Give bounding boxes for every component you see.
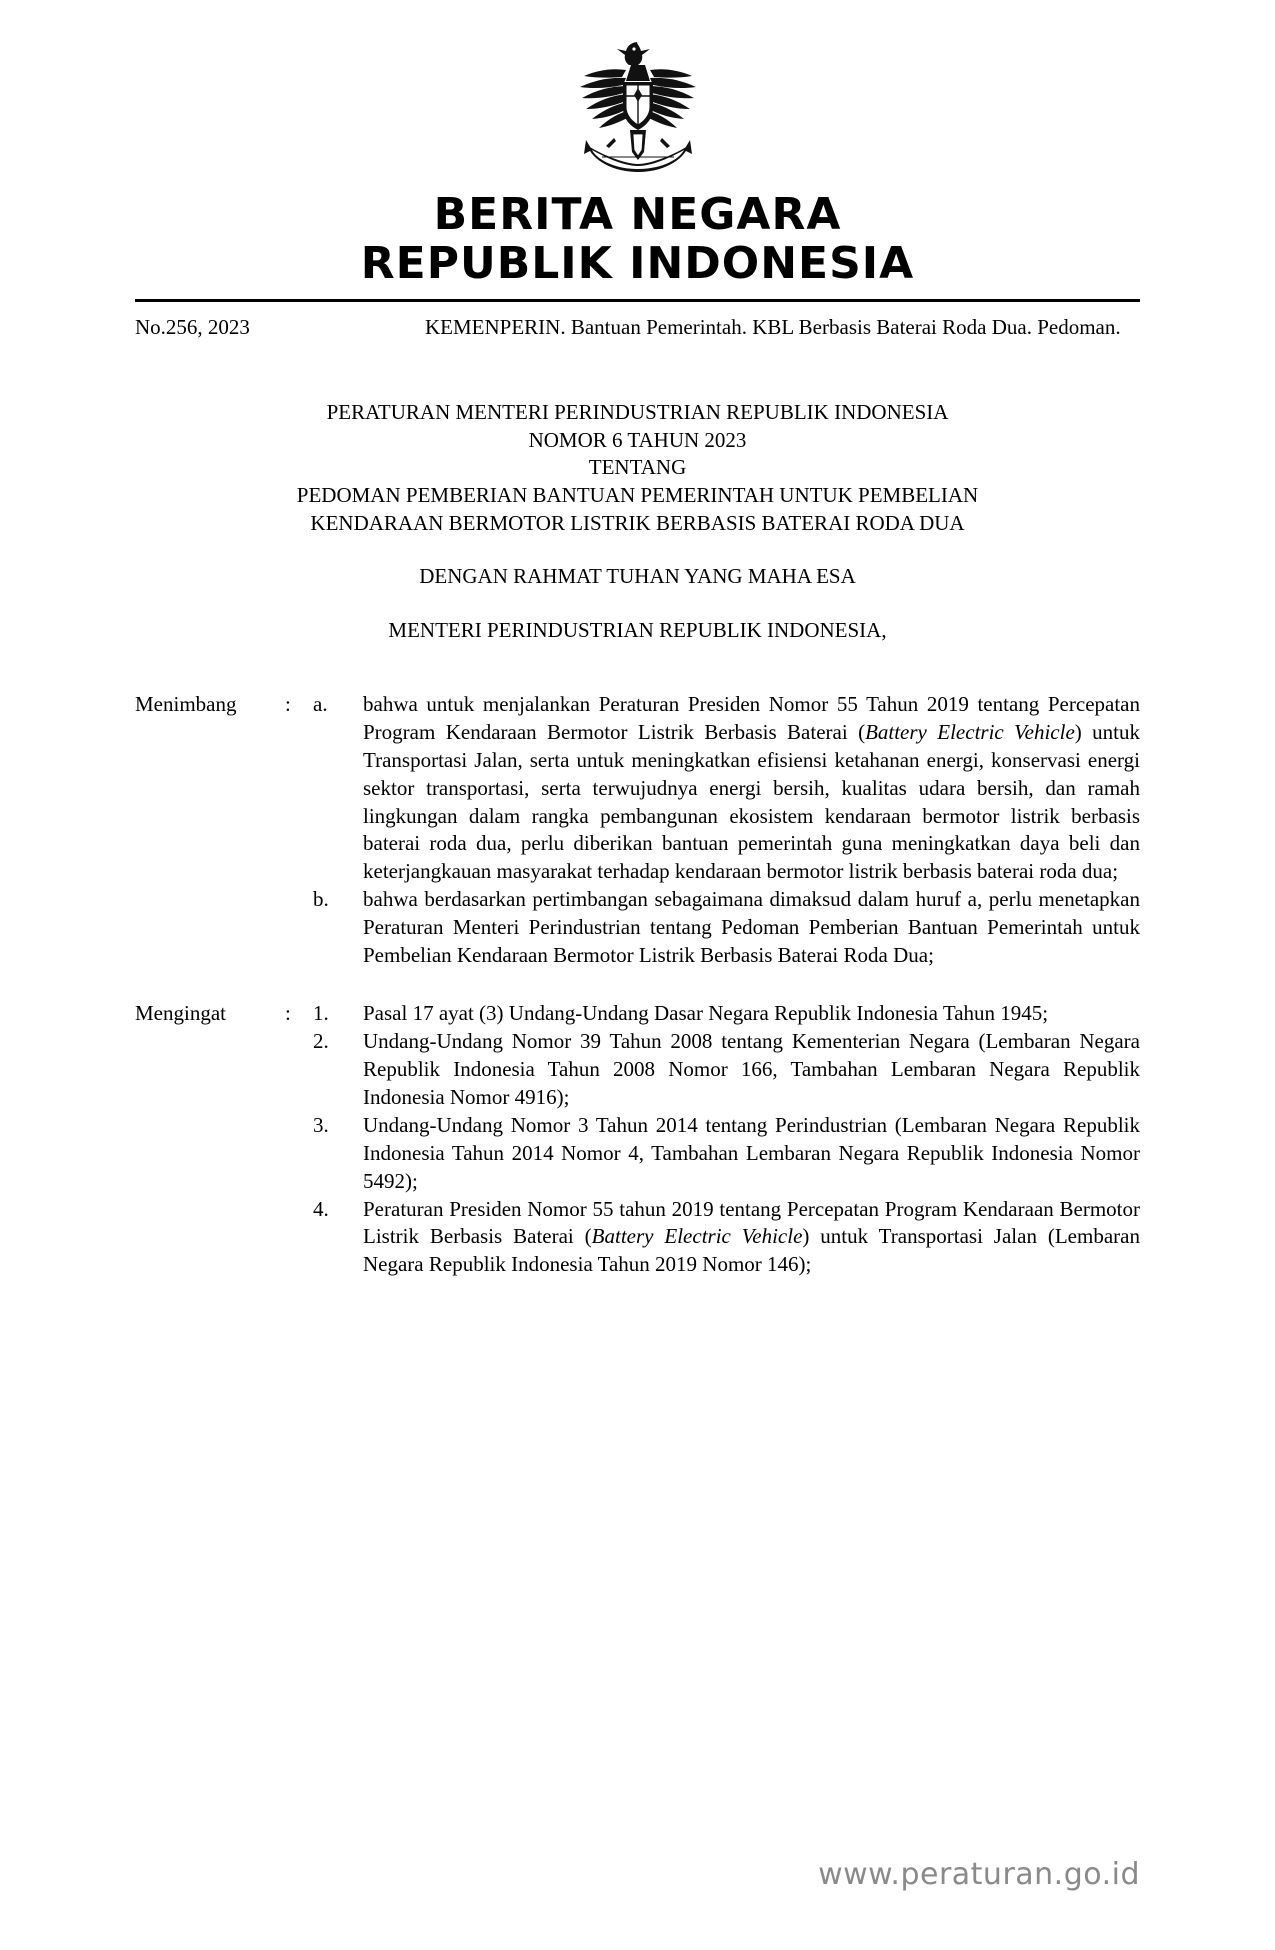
- issue-number: No.256, 2023: [135, 314, 250, 339]
- authority-line: MENTERI PERINDUSTRIAN REPUBLIK INDONESIA,: [388, 618, 887, 643]
- recalling-marker-1: 1.: [313, 1001, 329, 1026]
- considering-marker-a: a.: [313, 691, 328, 716]
- considering-text-b: bahwa berdasarkan pertimbangan sebagaimana dimaksud dalam huruf a, perlu menetapkan Peraturan Menteri Perindustrian tentang Pedoman Pemberian Bantuan Pemerintah untuk Pembelian Kendaraan Bermotor Listrik Berbasis Baterai Roda Dua;: [363, 887, 1140, 968]
- recalling-item-3: [135, 1112, 1140, 1196]
- recalling-marker-2: 2.: [313, 1029, 329, 1053]
- masthead: [135, 190, 1140, 289]
- blessing-line: DENGAN RAHMAT TUHAN YANG MAHA ESA: [419, 564, 856, 589]
- considering-marker-b: b.: [313, 887, 329, 912]
- recalling-label: Mengingat: [135, 1001, 226, 1026]
- garuda-pancasila-emblem: [558, 34, 718, 184]
- recalling-section: [135, 1000, 1140, 1279]
- recalling-item-4: [135, 1196, 1140, 1280]
- recalling-colon: :: [285, 1001, 291, 1026]
- recalling-text-3: Undang-Undang Nomor 3 Tahun 2014 tentang Perindustrian (Lembaran Negara Republik Indonesia Tahun 2014 Nomor 4, Tambahan Lembaran Negara Republik Indonesia Nomor 5492);: [363, 1112, 1140, 1193]
- title-line-4: PEDOMAN PEMBERIAN BANTUAN PEMERINTAH UNTUK PEMBELIAN: [296, 482, 979, 507]
- considering-item-b: [135, 886, 1140, 970]
- title-spacer-2: [135, 591, 1140, 617]
- considering-colon: :: [285, 691, 291, 716]
- recalling-item-1: [135, 1000, 1140, 1028]
- considering-label: Menimbang: [135, 691, 237, 716]
- recalling-marker-3: 3.: [313, 1112, 329, 1137]
- title-spacer-1: [135, 537, 1140, 563]
- title-line-3: TENTANG: [588, 455, 687, 480]
- regulation-title-block: [135, 399, 1140, 645]
- footer-watermark: www.peraturan.go.id: [818, 1857, 1140, 1892]
- emblem-container: [135, 0, 1140, 184]
- recalling-text-4: Peraturan Presiden Nomor 55 tahun 2019 tentang Percepatan Program Kendaraan Bermotor Listrik Berbasis Baterai (Battery Electric Vehicle) untuk Transportasi Jalan (Lembaran Negara Republik Indonesia Tahun 2019 Nomor 146);: [363, 1196, 1140, 1277]
- recalling-text-2: Undang-Undang Nomor 39 Tahun 2008 tentang Kementerian Negara (Lembaran Negara Republik Indonesia Tahun 2008 Nomor 166, Tambahan Lembaran Negara Republik Indonesia Nomor 4916);: [363, 1029, 1140, 1109]
- recalling-item-2: [135, 1028, 1140, 1112]
- section-gap: [135, 970, 1140, 1000]
- recalling-text-1: Pasal 17 ayat (3) Undang-Undang Dasar Negara Republik Indonesia Tahun 1945;: [363, 1001, 1049, 1026]
- considering-text-a: bahwa untuk menjalankan Peraturan Presiden Nomor 55 Tahun 2019 tentang Percepatan Program Kendaraan Bermotor Listrik Berbasis Baterai (Battery Electric Vehicle) untuk Transportasi Jalan, serta untuk meningkatkan efisiensi ketahanan energi, konservasi energi sektor transportasi, serta terwujudnya energi bersih, kualitas udara bersih, dan ramah lingkungan dalam rangka pembangunan ekosistem kendaraan bermotor listrik berbasis baterai roda dua, perlu diberikan bantuan pemerintah guna meningkatkan daya beli dan keterjangkauan masyarakat terhadap kendaraan bermotor listrik berbasis baterai roda dua;: [363, 691, 1140, 884]
- considering-item-a: [135, 691, 1140, 886]
- title-line-5: KENDARAAN BERMOTOR LISTRIK BERBASIS BATERAI RODA DUA: [310, 510, 965, 535]
- title-line-2: NOMOR 6 TAHUN 2023: [528, 427, 747, 452]
- considering-section: [135, 691, 1140, 970]
- masthead-line-1: BERITA NEGARA: [433, 189, 842, 240]
- title-line-1: PERATURAN MENTERI PERINDUSTRIAN REPUBLIK INDONESIA: [326, 399, 949, 424]
- masthead-line-2: REPUBLIK INDONESIA: [360, 238, 915, 290]
- issue-subject: KEMENPERIN. Bantuan Pemerintah. KBL Berbasis Baterai Roda Dua. Pedoman.: [425, 314, 1121, 339]
- issue-line: [135, 302, 1140, 341]
- recalling-marker-4: 4.: [313, 1196, 329, 1221]
